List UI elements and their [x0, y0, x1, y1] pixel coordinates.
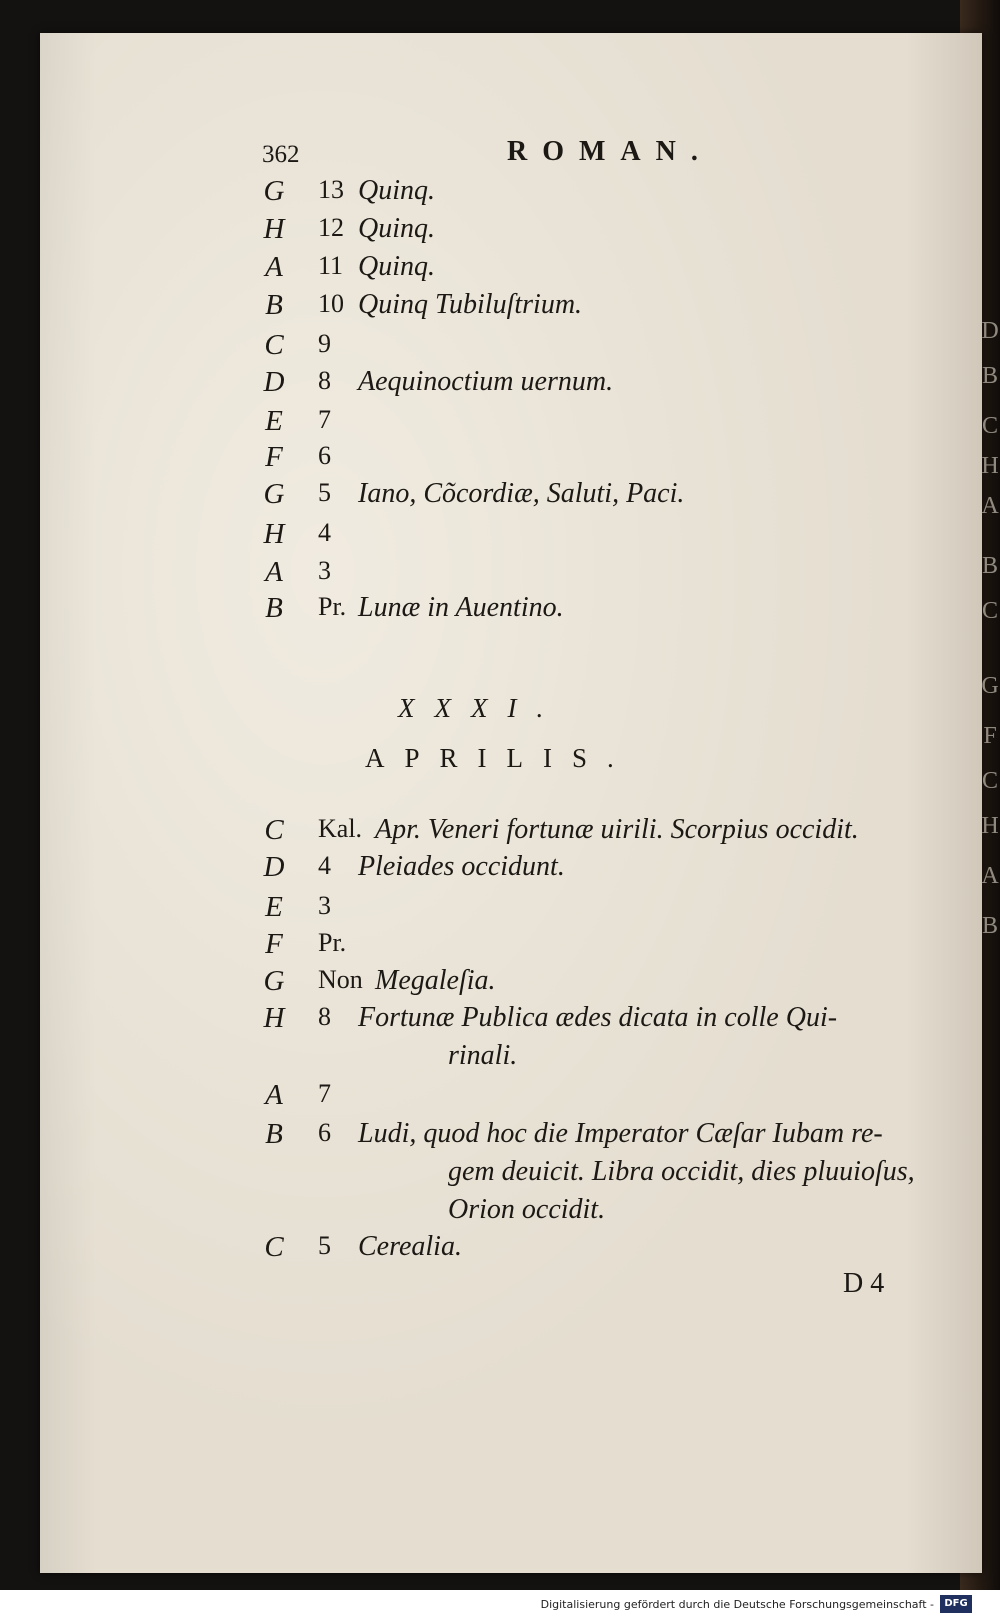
day-number: 3 [318, 556, 331, 585]
day-number: 7 [318, 1079, 331, 1108]
day-number: 4 [318, 851, 331, 880]
bleed-through-letter: H [981, 813, 999, 839]
calendar-entry-text: Iano, Cõcordiæ, Saluti, Paci. [358, 478, 685, 509]
book-page [40, 33, 999, 1573]
folio-number: 362 [262, 141, 300, 168]
dominical-letter: B [265, 592, 283, 624]
dominical-letter: C [264, 814, 284, 846]
dominical-letter: D [263, 851, 285, 883]
day-number: 11 [318, 251, 344, 280]
bleed-through-letter: B [981, 363, 998, 389]
day-number: 4 [318, 518, 331, 547]
dominical-letter: A [265, 556, 283, 588]
dominical-letter: C [264, 329, 284, 361]
day-number: Non [318, 965, 363, 994]
calendar-entry-text: Fortunæ Publica ædes dicata in colle Qui- [358, 1002, 838, 1033]
day-number: Pr. [318, 928, 347, 957]
dominical-letter: H [263, 213, 285, 245]
dominical-letter: C [264, 1231, 284, 1263]
calendar-entry-text: Apr. Veneri fortunæ uirili. Scorpius occidit. [375, 814, 859, 845]
day-number: Kal. [318, 814, 363, 843]
calendar-entry-continuation: gem deuicit. Libra occidit, dies pluuioſus, [448, 1156, 915, 1187]
calendar-entry-text: Cerealia. [358, 1231, 462, 1262]
day-number: 9 [318, 329, 331, 358]
dominical-letter: H [263, 1002, 285, 1034]
calendar-entry-continuation: rinali. [448, 1040, 518, 1071]
dominical-letter: A [265, 1079, 283, 1111]
dominical-letter: D [263, 366, 285, 398]
bleed-through-letter: D [981, 318, 999, 344]
month-days-heading: XXXI. [398, 693, 564, 723]
digitization-footer [0, 1590, 1000, 1620]
month-name-heading: APRILIS. [365, 743, 634, 773]
day-number: 12 [318, 213, 344, 242]
day-number: 5 [318, 1231, 331, 1260]
dominical-letter: H [263, 518, 285, 550]
bleed-through-letter: B [981, 913, 998, 939]
bleed-through-letter: G [981, 673, 999, 699]
dominical-letter: A [265, 251, 283, 283]
bleed-through-letter: F [983, 723, 997, 749]
day-number: 5 [318, 478, 331, 507]
calendar-entry-text: Quinq. [358, 213, 435, 244]
day-number: Pr. [318, 592, 347, 621]
bleed-through-letter: C [981, 413, 998, 439]
calendar-entry-text: Pleiades occidunt. [358, 851, 565, 882]
dominical-letter: B [265, 289, 283, 321]
calendar-entry-text: Quinq Tubiluſtrium. [358, 289, 583, 320]
dominical-letter: G [263, 478, 285, 510]
dominical-letter: G [263, 965, 285, 997]
dominical-letter: F [265, 441, 283, 473]
bleed-through-letter: A [981, 493, 999, 519]
calendar-entry-continuation: Orion occidit. [448, 1194, 606, 1225]
dfg-logo: DFG [940, 1595, 972, 1613]
bleed-through-letter: C [981, 768, 998, 794]
day-number: 10 [318, 289, 344, 318]
calendar-entry-text: Lunæ in Auentino. [358, 592, 564, 623]
bleed-through-letter: C [981, 598, 998, 624]
calendar-entry-text: Megaleſia. [375, 965, 496, 996]
day-number: 8 [318, 366, 331, 395]
day-number: 3 [318, 891, 331, 920]
bleed-through-letter: B [981, 553, 998, 579]
day-number: 8 [318, 1002, 331, 1031]
dominical-letter: E [265, 405, 283, 437]
calendar-entry-text: Aequinoctium uernum. [358, 366, 614, 397]
bleed-through-letter: A [981, 863, 999, 889]
day-number: 6 [318, 441, 331, 470]
calendar-entry-text: Quinq. [358, 175, 435, 206]
footer-credit: Digitalisierung gefördert durch die Deutsche Forschungsgemeinschaft - [540, 1598, 934, 1611]
dominical-letter: E [265, 891, 283, 923]
calendar-entry-text: Ludi, quod hoc die Imperator Cæſar Iubam re- [358, 1118, 883, 1149]
dominical-letter: G [263, 175, 285, 207]
dominical-letter: B [265, 1118, 283, 1150]
day-number: 6 [318, 1118, 331, 1147]
day-number: 7 [318, 405, 331, 434]
calendar-entry-text: Quinq. [358, 251, 435, 282]
bleed-through-letter: H [981, 453, 999, 479]
dominical-letter: F [265, 928, 283, 960]
day-number: 13 [318, 175, 344, 204]
signature-mark: D 4 [843, 1268, 885, 1299]
running-head: ROMAN. [507, 136, 713, 167]
